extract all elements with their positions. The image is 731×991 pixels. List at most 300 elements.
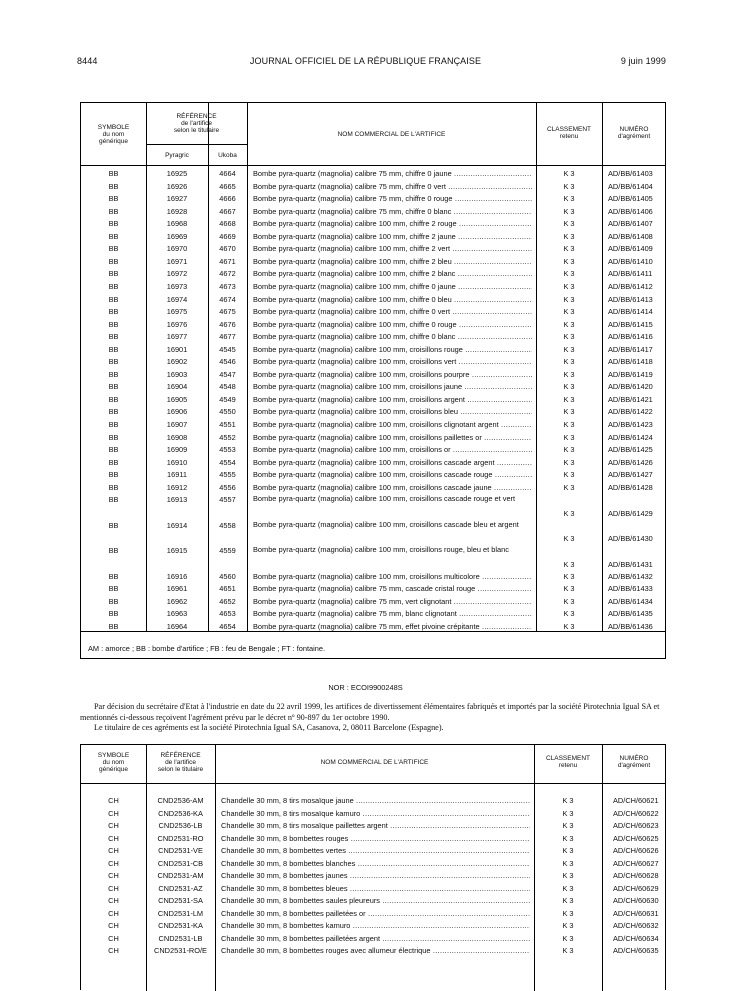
- symbole-cell: BB: [108, 332, 119, 342]
- pyragric-ref-cell: 16968: [166, 219, 188, 229]
- artifice-name-cell: Bombe pyra-quartz (magnolia) calibre 75 mm, effet pivoine crépitante .....: [253, 622, 532, 631]
- table-row: [81, 169, 665, 182]
- classement-cell: K 3: [563, 357, 575, 367]
- ukoba-ref-cell: 4546: [219, 357, 236, 367]
- symbole-cell: BB: [108, 369, 119, 379]
- classement-cell: K 3: [563, 256, 575, 266]
- symbole-cell: CH: [108, 833, 119, 843]
- classement-cell: K 3: [563, 332, 575, 342]
- table-footnote: AM : amorce ; BB : bombe d'artifice ; FB : feu de Bengale ; FT : fontaine.: [88, 644, 326, 653]
- artifice-name-cell: Chandelle 30 mm, 8 bombettes vertes .....: [221, 846, 530, 855]
- pyragric-ref-cell: 16969: [166, 231, 188, 241]
- artifice-name-cell: Bombe pyra-quartz (magnolia) calibre 100 mm, croisillons clignotant argent .....: [253, 420, 532, 429]
- table-row: [81, 834, 665, 847]
- table-row: [81, 244, 665, 257]
- pyragric-ref-cell: 16973: [166, 281, 188, 291]
- pyragric-ref-cell: 16916: [166, 571, 188, 581]
- artifice-name-cell: Bombe pyra-quartz (magnolia) calibre 100 mm, chiffre 2 vert .....: [253, 244, 532, 253]
- artifice-name-cell: Bombe pyra-quartz (magnolia) calibre 100 mm, chiffre 2 jaune .....: [253, 232, 532, 241]
- symbole-cell: CH: [108, 896, 119, 905]
- pyragric-ref-cell: 16977: [166, 332, 188, 342]
- classement-cell: K 3: [563, 445, 575, 455]
- artifice-name-cell: Bombe pyra-quartz (magnolia) calibre 100 mm, chiffre 2 bleu .....: [253, 257, 532, 266]
- pyragric-ref-cell: 16901: [166, 344, 188, 354]
- agrement-number-cell: AD/BB/61420: [608, 382, 653, 392]
- symbole-cell: CH: [108, 858, 119, 868]
- pyragric-ref-cell: 16906: [166, 407, 188, 417]
- header-nom-commercial: NOM COMMERCIAL DE L'ARTIFICE: [337, 131, 446, 138]
- table-row: [81, 307, 665, 320]
- artifice-name-cell: Chandelle 30 mm, 8 bombettes blanches .....: [221, 859, 530, 868]
- classement-cell: K 3: [562, 821, 574, 830]
- symbole-cell: CH: [108, 946, 119, 955]
- ukoba-ref-cell: 4672: [219, 269, 236, 279]
- symbole-cell: BB: [108, 169, 119, 178]
- classement-cell: K 3: [563, 169, 575, 178]
- ukoba-ref-cell: 4664: [219, 169, 236, 178]
- artifice-name-cell: Chandelle 30 mm, 8 bombettes rouges avec allumeur électrique .....: [221, 946, 530, 955]
- symbole-cell: CH: [108, 933, 119, 943]
- header-nom-commercial: NOM COMMERCIAL DE L'ARTIFICE: [320, 759, 429, 766]
- ukoba-ref-cell: 4653: [219, 609, 236, 619]
- classement-cell: K 3: [562, 883, 574, 893]
- classement-cell: K 3: [563, 319, 575, 329]
- ukoba-ref-cell: 4675: [219, 307, 236, 317]
- classement-cell: K 3: [563, 470, 575, 480]
- artifice-name-cell: Bombe pyra-quartz (magnolia) calibre 100 mm, croisillons pourpre .....: [253, 370, 532, 379]
- artifice-name-cell: Chandelle 30 mm, 8 bombettes pailletées argent .....: [221, 934, 530, 943]
- symbole-cell: CH: [108, 871, 119, 880]
- artifice-name-cell: Bombe pyra-quartz (magnolia) calibre 75 mm, chiffre 0 rouge .....: [253, 194, 532, 203]
- symbole-cell: CH: [108, 883, 119, 893]
- symbole-cell: BB: [108, 269, 119, 279]
- table-row: [81, 370, 665, 383]
- artifice-name-cell: Bombe pyra-quartz (magnolia) calibre 75 mm, chiffre 0 blanc .....: [253, 207, 532, 216]
- table-row: [81, 871, 665, 884]
- table-row: [81, 495, 665, 521]
- agrement-number-cell: AD/BB/61430: [608, 534, 653, 544]
- header-classement: CLASSEMENT retenu: [545, 755, 591, 770]
- pyragric-ref-cell: 16963: [166, 609, 188, 619]
- agrement-number-cell: AD/BB/61411: [608, 269, 653, 279]
- symbole-cell: BB: [108, 457, 119, 467]
- artifice-name-cell: Bombe pyra-quartz (magnolia) calibre 100 mm, croisillons cascade bleu et argent: [253, 519, 519, 529]
- symbole-cell: BB: [108, 319, 119, 329]
- agrement-number-cell: AD/BB/61404: [608, 181, 653, 191]
- artifice-name-cell: Chandelle 30 mm, 8 bombettes rouges .....: [221, 834, 530, 843]
- classement-cell: K 3: [563, 307, 575, 317]
- agrement-number-cell: AD/BB/61424: [608, 432, 653, 442]
- agrement-number-cell: AD/BB/61408: [608, 231, 653, 241]
- artifice-name-cell: Bombe pyra-quartz (magnolia) calibre 100 mm, chiffre 0 blanc .....: [253, 332, 532, 341]
- pyragric-ref-cell: 16903: [166, 369, 188, 379]
- table-row: [81, 796, 665, 809]
- symbole-cell: BB: [108, 482, 119, 492]
- classement-cell: K 3: [563, 181, 575, 191]
- table-row: [81, 946, 665, 959]
- artifice-name-cell: Chandelle 30 mm, 8 bombettes bleues .....: [221, 884, 530, 893]
- artifice-name-cell: Chandelle 30 mm, 8 tirs mosaïque jaune .....: [221, 796, 530, 805]
- classement-cell: K 3: [563, 369, 575, 379]
- agrement-number-cell: AD/BB/61406: [608, 206, 653, 216]
- artifice-name-cell: Bombe pyra-quartz (magnolia) calibre 75 mm, vert clignotant .....: [253, 597, 532, 606]
- ukoba-ref-cell: 4666: [219, 194, 236, 204]
- classement-cell: K 3: [562, 846, 574, 855]
- symbole-cell: BB: [108, 181, 119, 191]
- table-row: [81, 521, 665, 547]
- symbole-cell: BB: [108, 194, 119, 204]
- symbole-cell: BB: [108, 219, 119, 229]
- reference-cell: CND2536-KA: [158, 808, 203, 818]
- artifice-name-cell: Bombe pyra-quartz (magnolia) calibre 100 mm, croisillons vert .....: [253, 357, 532, 366]
- ukoba-ref-cell: 4651: [219, 584, 236, 594]
- classement-cell: K 3: [562, 921, 574, 930]
- agrement-number-cell: AD/BB/61416: [608, 332, 653, 342]
- symbole-cell: BB: [108, 495, 119, 505]
- symbole-cell: BB: [108, 420, 119, 429]
- artifice-name-cell: Bombe pyra-quartz (magnolia) calibre 75 mm, cascade cristal rouge .....: [253, 584, 532, 593]
- table-row: [81, 269, 665, 282]
- symbole-cell: BB: [108, 622, 119, 631]
- artifice-name-cell: Chandelle 30 mm, 8 bombettes jaunes .....: [221, 871, 530, 880]
- ukoba-ref-cell: 4674: [219, 294, 236, 304]
- classement-cell: K 3: [563, 508, 575, 518]
- classement-cell: K 3: [562, 896, 574, 905]
- nor-reference: NOR : ECOI9900248S: [328, 683, 403, 692]
- agrement-number-cell: AD/BB/61415: [608, 319, 653, 329]
- agrement-number-cell: AD/BB/61403: [608, 169, 653, 178]
- classement-cell: K 3: [562, 933, 574, 943]
- table-row: [81, 609, 665, 622]
- ukoba-ref-cell: 4673: [219, 281, 236, 291]
- pyragric-ref-cell: 16913: [166, 495, 188, 505]
- artifice-name-cell: Bombe pyra-quartz (magnolia) calibre 100 mm, croisillons bleu .....: [253, 407, 532, 416]
- table-row: [81, 572, 665, 585]
- agrement-number-cell: AD/BB/61405: [608, 194, 653, 204]
- symbole-cell: BB: [108, 432, 119, 442]
- reference-cell: CND2531-LB: [158, 933, 203, 943]
- classement-cell: K 3: [563, 596, 575, 606]
- table-row: [81, 232, 665, 245]
- table-row: [81, 282, 665, 295]
- classement-cell: K 3: [563, 584, 575, 594]
- pyragric-ref-cell: 16926: [166, 181, 188, 191]
- agrement-number-cell: AD/CH/60623: [613, 821, 659, 830]
- artifice-name-cell: Bombe pyra-quartz (magnolia) calibre 100 mm, croisillons argent .....: [253, 395, 532, 404]
- classement-cell: K 3: [563, 206, 575, 216]
- ukoba-ref-cell: 4553: [219, 445, 236, 455]
- symbole-cell: BB: [108, 281, 119, 291]
- agrement-number-cell: AD/BB/61431: [608, 559, 653, 569]
- ukoba-ref-cell: 4654: [219, 622, 236, 631]
- agrement-number-cell: AD/BB/61427: [608, 470, 653, 480]
- pyragric-ref-cell: 16905: [166, 394, 188, 404]
- agrement-number-cell: AD/BB/61429: [608, 508, 653, 518]
- classement-cell: K 3: [562, 946, 574, 955]
- table-row: [81, 846, 665, 859]
- artifice-name-cell: Bombe pyra-quartz (magnolia) calibre 100 mm, croisillons jaune .....: [253, 382, 532, 391]
- pyragric-ref-cell: 16908: [166, 432, 188, 442]
- ukoba-ref-cell: 4670: [219, 244, 236, 254]
- table-row: [81, 320, 665, 333]
- agrement-number-cell: AD/BB/61435: [608, 609, 653, 619]
- classement-cell: K 3: [562, 858, 574, 868]
- table-row: [81, 194, 665, 207]
- classement-cell: K 3: [563, 382, 575, 392]
- pyragric-ref-cell: 16915: [166, 546, 188, 556]
- pyragric-ref-cell: 16974: [166, 294, 188, 304]
- pyragric-ref-cell: 16976: [166, 319, 188, 329]
- classement-cell: K 3: [563, 394, 575, 404]
- symbole-cell: BB: [108, 445, 119, 455]
- pyragric-ref-cell: 16962: [166, 596, 188, 606]
- table-row: [81, 470, 665, 483]
- symbole-cell: BB: [108, 609, 119, 619]
- agrement-number-cell: AD/BB/61436: [608, 622, 653, 631]
- pyragric-ref-cell: 16961: [166, 584, 188, 594]
- agrement-number-cell: AD/BB/61419: [608, 369, 653, 379]
- pyragric-ref-cell: 16907: [166, 420, 188, 429]
- table-row: [81, 896, 665, 909]
- symbole-cell: BB: [108, 231, 119, 241]
- agrement-number-cell: AD/CH/60622: [613, 808, 659, 818]
- agrement-number-cell: AD/BB/61434: [608, 596, 653, 606]
- ukoba-ref-cell: 4555: [219, 470, 236, 480]
- symbole-cell: BB: [108, 596, 119, 606]
- symbole-cell: BB: [108, 357, 119, 367]
- page-number: 8444: [77, 56, 98, 66]
- artifice-name-cell: Bombe pyra-quartz (magnolia) calibre 100 mm, croisillons cascade rouge et vert: [253, 494, 516, 504]
- symbole-cell: BB: [108, 394, 119, 404]
- classement-cell: K 3: [563, 269, 575, 279]
- reference-cell: CND2531-SA: [158, 896, 203, 905]
- header-pyragric: Pyragric: [165, 152, 189, 159]
- approval-table-chandelles: [80, 744, 666, 990]
- table-row: [81, 345, 665, 358]
- reference-cell: CND2531-VE: [158, 846, 203, 855]
- agrement-number-cell: AD/BB/61414: [608, 307, 653, 317]
- agrement-number-cell: AD/BB/61432: [608, 571, 653, 581]
- ukoba-ref-cell: 4668: [219, 219, 236, 229]
- table-row: [81, 921, 665, 934]
- agrement-number-cell: AD/CH/60632: [613, 921, 659, 930]
- symbole-cell: CH: [108, 908, 119, 918]
- agrement-number-cell: AD/CH/60629: [613, 883, 659, 893]
- agrement-number-cell: AD/BB/61410: [608, 256, 653, 266]
- classement-cell: K 3: [563, 420, 575, 429]
- symbole-cell: CH: [108, 808, 119, 818]
- agrement-number-cell: AD/BB/61413: [608, 294, 653, 304]
- table-row: [81, 420, 665, 433]
- ukoba-ref-cell: 4671: [219, 256, 236, 266]
- classement-cell: K 3: [563, 294, 575, 304]
- journal-title: JOURNAL OFFICIEL DE LA RÉPUBLIQUE FRANÇAISE: [249, 56, 482, 66]
- artifice-name-cell: Chandelle 30 mm, 8 tirs mosaïque paillettes argent .....: [221, 821, 530, 830]
- table-row: [81, 219, 665, 232]
- approval-table-bombes: [80, 102, 666, 659]
- agrement-number-cell: AD/CH/60621: [613, 796, 659, 805]
- symbole-cell: BB: [108, 256, 119, 266]
- artifice-name-cell: Bombe pyra-quartz (magnolia) calibre 100 mm, chiffre 0 vert .....: [253, 307, 532, 316]
- artifice-name-cell: Bombe pyra-quartz (magnolia) calibre 100 mm, croisillons or .....: [253, 445, 532, 454]
- reference-cell: CND2531-KA: [158, 921, 203, 930]
- reference-cell: CND2531-LM: [157, 908, 204, 918]
- table-row: [81, 257, 665, 270]
- symbole-cell: BB: [108, 470, 119, 480]
- artifice-name-cell: Bombe pyra-quartz (magnolia) calibre 100 mm, chiffre 2 blanc .....: [253, 269, 532, 278]
- holder-paragraph: Le titulaire de ces agréments est la société Pirotechnia Igual SA, Casanova, 2, 08011 Barcelone (Espagne).: [94, 723, 444, 732]
- ukoba-ref-cell: 4554: [219, 457, 236, 467]
- table-row: [81, 407, 665, 420]
- agrement-number-cell: AD/BB/61418: [608, 357, 653, 367]
- classement-cell: K 3: [563, 534, 575, 544]
- artifice-name-cell: Bombe pyra-quartz (magnolia) calibre 100 mm, croisillons cascade jaune .....: [253, 483, 532, 492]
- agrement-number-cell: AD/CH/60630: [613, 896, 659, 905]
- agrement-number-cell: AD/BB/61407: [608, 219, 653, 229]
- symbole-cell: CH: [108, 796, 119, 805]
- artifice-name-cell: Bombe pyra-quartz (magnolia) calibre 100 mm, croisillons rouge, bleu et blanc: [253, 545, 509, 555]
- agrement-number-cell: AD/BB/61428: [608, 482, 653, 492]
- classement-cell: K 3: [563, 609, 575, 619]
- table-row: [81, 458, 665, 471]
- pyragric-ref-cell: 16902: [166, 357, 188, 367]
- table-row: [81, 332, 665, 345]
- ukoba-ref-cell: 4550: [219, 407, 236, 417]
- agrement-number-cell: AD/BB/61433: [608, 584, 653, 594]
- header-symbole: SYMBOLE du nom générique: [97, 752, 130, 774]
- artifice-name-cell: Bombe pyra-quartz (magnolia) calibre 75 mm, blanc clignotant .....: [253, 609, 532, 618]
- ukoba-ref-cell: 4665: [219, 181, 236, 191]
- table-row: [81, 433, 665, 446]
- symbole-cell: BB: [108, 344, 119, 354]
- pyragric-ref-cell: 16964: [166, 622, 188, 631]
- artifice-name-cell: Bombe pyra-quartz (magnolia) calibre 100 mm, croisillons multicolore .....: [253, 572, 532, 581]
- ukoba-ref-cell: 4549: [219, 394, 236, 404]
- table-row: [81, 395, 665, 408]
- table-row: [81, 207, 665, 220]
- pyragric-ref-cell: 16927: [166, 194, 188, 204]
- classement-cell: K 3: [563, 244, 575, 254]
- table-row: [81, 622, 665, 635]
- decision-paragraph: Par décision du secrétaire d'Etat à l'industrie en date du 22 avril 1999, les artifices de divertissement élémentaires fabriqués et importés par la société Pirotechnia Igual SA et mentionnés ci-dessous reçoivent l'agrément prévu par le décret nº 90-897 du 1er octobre 1990.: [80, 702, 660, 722]
- table-row: [81, 445, 665, 458]
- classement-cell: K 3: [563, 482, 575, 492]
- classement-cell: K 3: [563, 231, 575, 241]
- classement-cell: K 3: [562, 808, 574, 818]
- artifice-name-cell: Chandelle 30 mm, 8 bombettes pailletées or .....: [221, 909, 530, 918]
- ukoba-ref-cell: 4667: [219, 206, 236, 216]
- table-row: [81, 859, 665, 872]
- header-numero: NUMÉRO d'agrément: [617, 755, 651, 770]
- classement-cell: K 3: [563, 457, 575, 467]
- table-row: [81, 821, 665, 834]
- agrement-number-cell: AD/BB/61417: [608, 344, 653, 354]
- agrement-number-cell: AD/CH/60634: [613, 933, 659, 943]
- table-row: [81, 546, 665, 572]
- artifice-name-cell: Chandelle 30 mm, 8 bombettes saules pleureurs .....: [221, 896, 530, 905]
- classement-cell: K 3: [563, 571, 575, 581]
- pyragric-ref-cell: 16975: [166, 307, 188, 317]
- pyragric-ref-cell: 16914: [166, 520, 188, 530]
- ukoba-ref-cell: 4652: [219, 596, 236, 606]
- symbole-cell: BB: [108, 584, 119, 594]
- ukoba-ref-cell: 4556: [219, 482, 236, 492]
- agrement-number-cell: AD/CH/60628: [613, 871, 659, 880]
- reference-cell: CND2536-AM: [157, 796, 204, 805]
- classement-cell: K 3: [563, 407, 575, 417]
- pyragric-ref-cell: 16971: [166, 256, 188, 266]
- ukoba-ref-cell: 4676: [219, 319, 236, 329]
- reference-cell: CND2536-LB: [158, 821, 203, 830]
- table-row: [81, 382, 665, 395]
- symbole-cell: BB: [108, 206, 119, 216]
- header-reference: RÉFÉRENCE de l'artifice selon le titulaire: [173, 113, 220, 135]
- agrement-number-cell: AD/BB/61412: [608, 281, 653, 291]
- pyragric-ref-cell: 16912: [166, 482, 188, 492]
- artifice-name-cell: Bombe pyra-quartz (magnolia) calibre 100 mm, croisillons cascade argent .....: [253, 458, 532, 467]
- artifice-name-cell: Chandelle 30 mm, 8 tirs mosaïque kamuro .....: [221, 809, 530, 818]
- pyragric-ref-cell: 16925: [166, 169, 188, 178]
- ukoba-ref-cell: 4552: [219, 432, 236, 442]
- reference-cell: CND2531-RO/E: [154, 946, 207, 955]
- table-row: [81, 884, 665, 897]
- ukoba-ref-cell: 4545: [219, 344, 236, 354]
- symbole-cell: BB: [108, 294, 119, 304]
- classement-cell: K 3: [562, 908, 574, 918]
- header-classement: CLASSEMENT retenu: [546, 126, 592, 141]
- symbole-cell: BB: [108, 382, 119, 392]
- agrement-number-cell: AD/BB/61425: [608, 445, 653, 455]
- ukoba-ref-cell: 4669: [219, 231, 236, 241]
- classement-cell: K 3: [563, 559, 575, 569]
- issue-date: 9 juin 1999: [620, 56, 666, 66]
- agrement-number-cell: AD/CH/60627: [613, 858, 659, 868]
- pyragric-ref-cell: 16909: [166, 445, 188, 455]
- reference-cell: CND2531-CB: [157, 858, 204, 868]
- symbole-cell: BB: [108, 571, 119, 581]
- table-row: [81, 809, 665, 822]
- classement-cell: K 3: [562, 796, 574, 805]
- ukoba-ref-cell: 4548: [219, 382, 236, 392]
- artifice-name-cell: Chandelle 30 mm, 8 bombettes kamuro .....: [221, 921, 530, 930]
- table-row: [81, 934, 665, 947]
- header-reference: RÉFÉRENCE de l'artifice selon le titulaire: [157, 752, 204, 774]
- artifice-name-cell: Bombe pyra-quartz (magnolia) calibre 100 mm, chiffre 0 bleu .....: [253, 295, 532, 304]
- header-ukoba: Ukoba: [218, 152, 237, 159]
- table-row: [81, 597, 665, 610]
- classement-cell: K 3: [562, 833, 574, 843]
- pyragric-ref-cell: 16970: [166, 244, 188, 254]
- reference-cell: CND2531-AZ: [158, 883, 203, 893]
- pyragric-ref-cell: 16904: [166, 382, 188, 392]
- artifice-name-cell: Bombe pyra-quartz (magnolia) calibre 100 mm, croisillons paillettes or .....: [253, 433, 532, 442]
- artifice-name-cell: Bombe pyra-quartz (magnolia) calibre 100 mm, croisillons cascade rouge .....: [253, 470, 532, 479]
- ukoba-ref-cell: 4551: [219, 420, 236, 429]
- ukoba-ref-cell: 4558: [219, 520, 236, 530]
- ukoba-ref-cell: 4560: [219, 571, 236, 581]
- classement-cell: K 3: [563, 432, 575, 442]
- symbole-cell: BB: [108, 244, 119, 254]
- table-row: [81, 295, 665, 308]
- classement-cell: K 3: [563, 622, 575, 631]
- artifice-name-cell: Bombe pyra-quartz (magnolia) calibre 100 mm, chiffre 0 rouge .....: [253, 320, 532, 329]
- classement-cell: K 3: [563, 281, 575, 291]
- ukoba-ref-cell: 4547: [219, 369, 236, 379]
- agrement-number-cell: AD/CH/60631: [613, 908, 659, 918]
- pyragric-ref-cell: 16972: [166, 269, 188, 279]
- header-symbole: SYMBOLE du nom générique: [97, 124, 130, 146]
- symbole-cell: CH: [108, 921, 119, 930]
